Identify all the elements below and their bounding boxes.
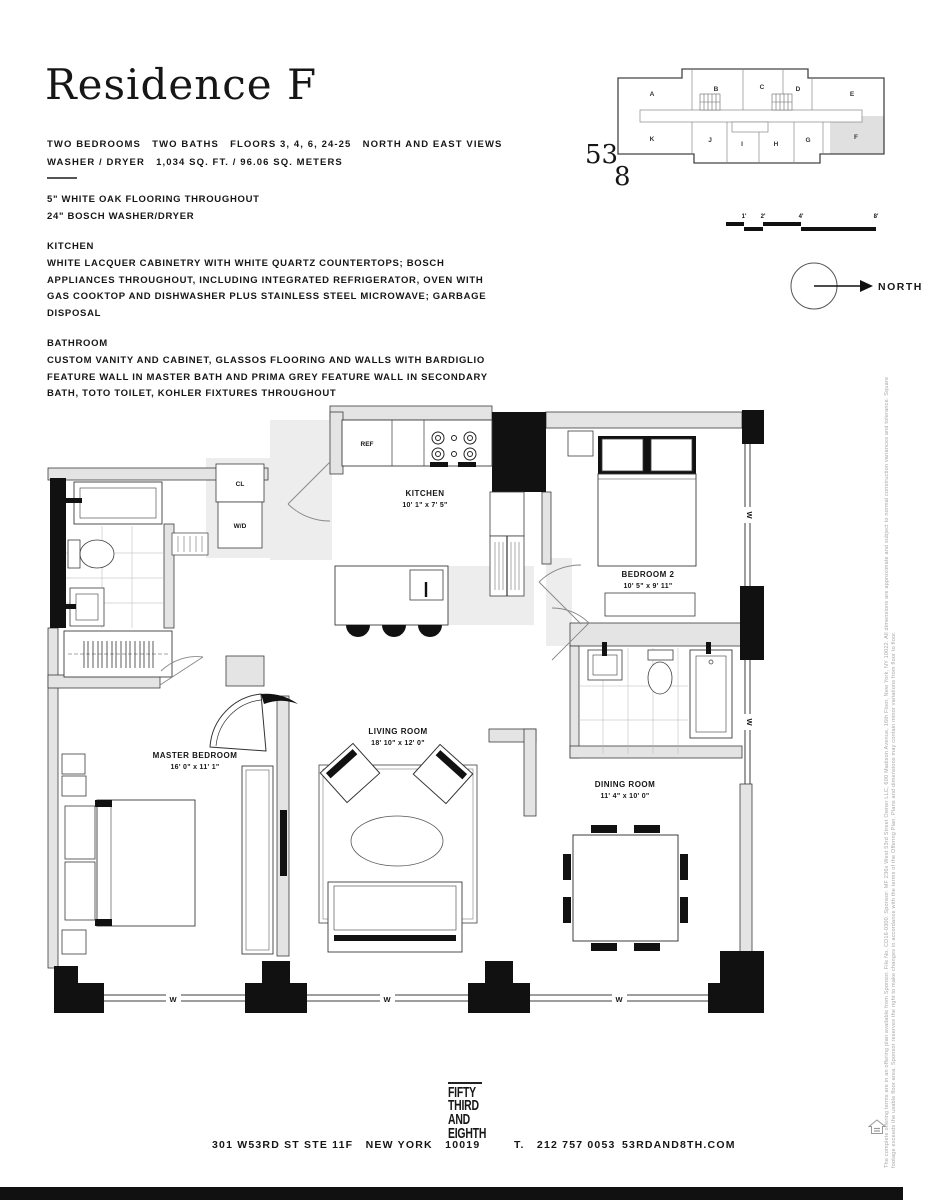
dining-room-dims: 11' 4" x 10' 0"	[600, 793, 650, 800]
pillow	[651, 439, 692, 471]
nightstand	[62, 930, 86, 954]
dresser	[242, 766, 273, 954]
summary-line-2: WASHER / DRYER 1,034 SQ. FT. / 96.06 SQ. METERS	[47, 157, 343, 168]
compass-arrowhead	[860, 280, 873, 292]
toilet	[648, 650, 673, 694]
svg-text:B: B	[713, 86, 719, 93]
corridor-jog	[732, 122, 768, 132]
window-label: W	[745, 511, 754, 519]
building-key-plan	[612, 62, 890, 174]
equal-housing-icon	[868, 1118, 886, 1136]
pillow	[65, 806, 95, 859]
living-room-furniture	[319, 743, 477, 952]
corridor	[640, 110, 862, 122]
footer-website: 53RDAND8TH.COM	[622, 1139, 736, 1151]
kitchen-island	[335, 566, 448, 637]
building-logo	[448, 1082, 501, 1142]
north-label: NORTH	[878, 281, 923, 293]
bar-stools	[346, 625, 442, 637]
entry-closets	[216, 464, 264, 548]
toilet	[68, 540, 114, 568]
scale-tick-8: 8'	[873, 214, 879, 220]
footer-address: 301 W53RD ST STE 11F NEW YORK 10019	[212, 1139, 481, 1151]
dining-table	[573, 835, 678, 941]
svg-text:I: I	[741, 141, 743, 148]
bedroom2-bed	[598, 474, 696, 566]
dining-furniture	[563, 825, 688, 951]
living-room-dims: 18' 10" x 12' 0"	[371, 740, 425, 747]
svg-text:H: H	[773, 141, 779, 148]
summary-line-1: TWO BEDROOMS TWO BATHS FLOORS 3, 4, 6, 24-25 NORTH AND EAST VIEWS	[47, 139, 503, 150]
divider-rule	[47, 177, 77, 179]
bathroom-body: CUSTOM VANITY AND CABINET, GLASSOS FLOORING AND WALLS WITH BARDIGLIO FEATURE WALL IN MASTER BATH AND PRIMA GREY FEATURE WALL IN SECONDARY BATH, TOTO TOILET, KOHLER FIXTURES THROUGHOUT	[47, 355, 488, 400]
window-label: W	[383, 995, 391, 1004]
window-label: W	[745, 718, 754, 726]
master-closet	[64, 631, 172, 677]
kitchen-heading: KITCHEN	[47, 241, 95, 253]
page-title: Residence F	[45, 60, 318, 109]
nightstand	[62, 754, 85, 774]
living-room-label: LIVING ROOM	[368, 727, 428, 736]
logo-line: AND	[448, 1112, 470, 1129]
bottom-bar	[0, 1187, 903, 1200]
svg-text:J: J	[708, 137, 712, 144]
feature-flooring: 5" WHITE OAK FLOORING THROUGHOUT	[47, 194, 260, 205]
vanity-sink	[64, 588, 104, 626]
bathtub	[66, 482, 162, 524]
logo-line: THIRD	[448, 1098, 479, 1115]
scale-tick-2: 2'	[760, 214, 766, 220]
master-bedroom-label: MASTER BEDROOM	[152, 751, 238, 760]
legal-disclaimer: The complete offering terms are in an offering plan available from Sponsor. File No. CD16-0300. Sponsor: MF 236x West 53rd Street Owner LLC, 600 Madison Avenue, 16th Floor, New York, NY 10022. All dimensions are approximate and subject to normal construction variances and tolerance. Square footage exceeds the usable floor area. Sponsor reserves the right to make changes in accordance with the terms of the Offering Plan. Plans and dimensions may contain minor variations from floor to floor.	[884, 376, 897, 1168]
bottom-window-labels	[166, 990, 627, 1005]
footer-phone: T. 212 757 0053	[514, 1139, 616, 1151]
avenue-label-8: 8	[614, 162, 631, 192]
sofa	[328, 882, 462, 952]
master-bedroom-furniture	[62, 754, 287, 954]
scale-bar	[726, 210, 890, 244]
svg-text:D: D	[795, 86, 801, 93]
pantry-closet	[490, 536, 524, 596]
bathtub	[690, 642, 732, 738]
logo-rule	[448, 1082, 482, 1084]
feature-washer: 24" BOSCH WASHER/DRYER	[47, 210, 195, 222]
logo-line: EIGHTH	[448, 1125, 487, 1142]
dining-room-label: DINING ROOM	[594, 780, 656, 789]
pillow	[602, 439, 643, 471]
closet-label: CL	[235, 481, 245, 488]
kitchen-body: WHITE LACQUER CABINETRY WITH WHITE QUARTZ COUNTERTOPS; BOSCH APPLIANCES THROUGHOUT, INCLUDING INTEGRATED REFRIGERATOR, OVEN WITH GAS COOKTOP AND DISHWASHER PLUS STAINLESS STEEL MICROWAVE; GARBAGE DISPOSAL	[47, 257, 487, 319]
feature-list	[47, 192, 499, 417]
svg-text:A: A	[649, 91, 655, 98]
master-bath	[64, 482, 164, 628]
scale-segments	[726, 222, 876, 231]
kitchen-label: KITCHEN	[405, 489, 445, 498]
coffee-table	[351, 816, 443, 866]
svg-text:C: C	[759, 84, 765, 91]
svg-text:F: F	[854, 134, 858, 141]
nightstand	[568, 431, 593, 456]
nightstand	[62, 776, 86, 796]
tv	[280, 810, 287, 876]
svg-text:K: K	[649, 136, 655, 143]
svg-text:E: E	[849, 91, 855, 98]
svg-text:G: G	[805, 137, 811, 144]
north-arrow	[788, 252, 927, 322]
washer-dryer-label: W/D	[233, 523, 247, 530]
secondary-bath	[579, 642, 732, 754]
master-bedroom-dims: 16' 0" x 11' 1"	[170, 764, 220, 771]
street-label-53: 53	[585, 140, 619, 170]
floor-plan	[40, 398, 770, 1018]
pillow	[65, 862, 95, 920]
refrigerator-label: REF	[360, 441, 374, 448]
kitchen-dims: 10' 1" x 7' 5"	[402, 502, 448, 509]
linen-shelf	[172, 533, 208, 555]
bedroom2-dims: 10' 5" x 9' 11"	[623, 583, 673, 590]
vanity-sink	[588, 642, 622, 680]
bedroom2-label: BEDROOM 2	[621, 570, 675, 579]
elevator-icons	[700, 94, 792, 110]
bathroom-heading: BATHROOM	[47, 338, 108, 350]
window-label: W	[615, 995, 623, 1004]
scale-tick-4: 4'	[798, 214, 804, 220]
window-label: W	[169, 995, 177, 1004]
master-bed	[97, 800, 195, 926]
bench	[605, 593, 695, 616]
logo-line: FIFTY	[448, 1084, 476, 1101]
scale-tick-1: 1'	[741, 214, 747, 220]
